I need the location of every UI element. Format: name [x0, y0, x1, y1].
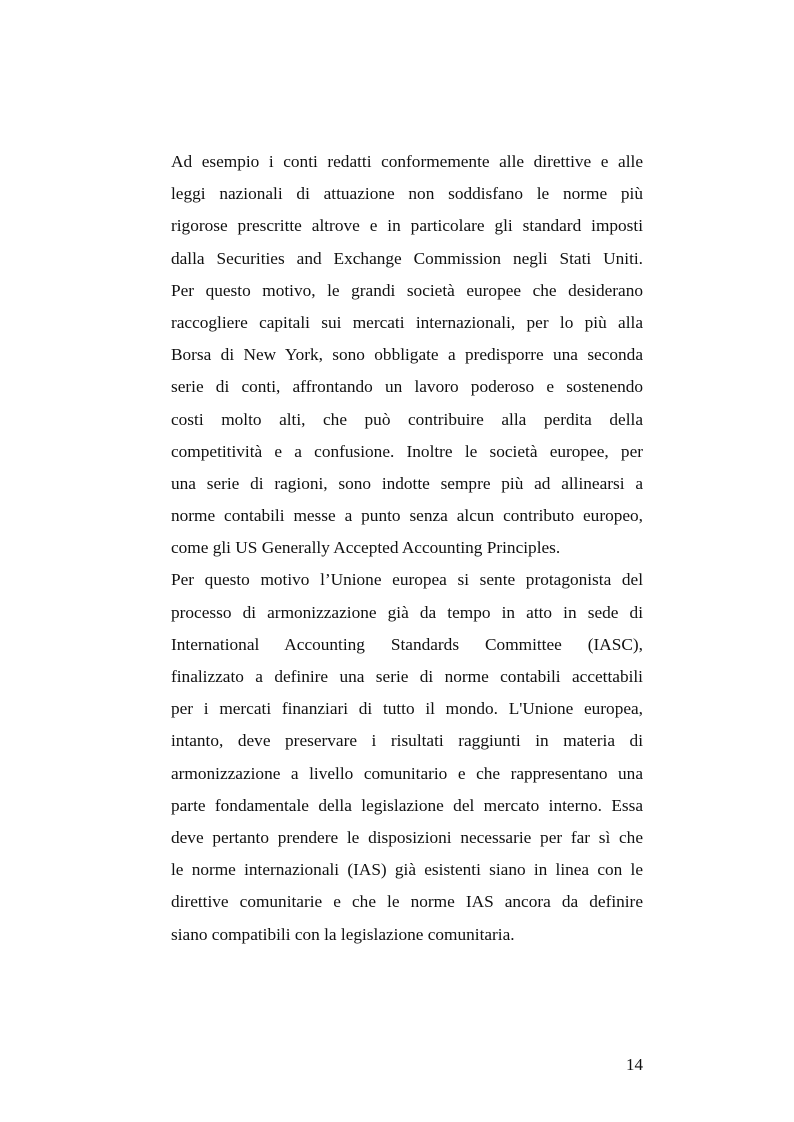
- text-line: deve pertanto prendere le disposizioni necessarie per far sì che: [171, 827, 643, 847]
- text-line: siano compatibili con la legislazione comunitaria.: [171, 924, 515, 944]
- text-line: norme contabili messe a punto senza alcun contributo europeo,: [171, 506, 643, 526]
- text-line: parte fondamentale della legislazione del mercato interno. Essa: [171, 795, 643, 815]
- text-line: raccogliere capitali sui mercati internazionali, per lo più alla: [171, 312, 643, 332]
- page-number: 14: [626, 1055, 643, 1074]
- text-line: le norme internazionali (IAS) già esistenti siano in linea con le: [171, 860, 643, 880]
- text-line: rigorose prescritte altrove e in particolare gli standard imposti: [171, 216, 643, 236]
- text-line: finalizzato a definire una serie di norme contabili accettabili: [171, 667, 643, 686]
- text-line: intanto, deve preservare i risultati raggiunti in materia di: [171, 731, 643, 751]
- text-line: processo di armonizzazione già da tempo in atto in sede di: [171, 602, 643, 622]
- text-line: come gli US Generally Accepted Accounting Principles.: [171, 538, 561, 558]
- text-line: una serie di ragioni, sono indotte sempre più ad allinearsi a: [171, 473, 643, 493]
- text-line: armonizzazione a livello comunitario e che rappresentano una: [171, 763, 643, 783]
- text-line: costi molto alti, che può contribuire alla perdita della: [171, 409, 643, 429]
- text-line: International Accounting Standards Committee (IASC),: [171, 634, 643, 654]
- text-line: competitività e a confusione. Inoltre le società europee, per: [171, 441, 643, 461]
- text-line: per i mercati finanziari di tutto il mondo. L'Unione europea,: [171, 699, 643, 719]
- text-line: Ad esempio i conti redatti conformemente alle direttive e alle: [171, 152, 643, 171]
- text-line: Borsa di New York, sono obbligate a predisporre una seconda: [171, 345, 643, 365]
- text-line: Per questo motivo, le grandi società europee che desiderano: [171, 280, 643, 300]
- body-text: [171, 146, 643, 951]
- text-line: leggi nazionali di attuazione non soddisfano le norme più: [171, 184, 643, 204]
- text-line: dalla Securities and Exchange Commission negli Stati Uniti.: [171, 248, 643, 268]
- text-line: Per questo motivo l’Unione europea si sente protagonista del: [171, 570, 643, 590]
- text-line: serie di conti, affrontando un lavoro poderoso e sostenendo: [171, 377, 643, 397]
- text-line: direttive comunitarie e che le norme IAS ancora da definire: [171, 892, 643, 912]
